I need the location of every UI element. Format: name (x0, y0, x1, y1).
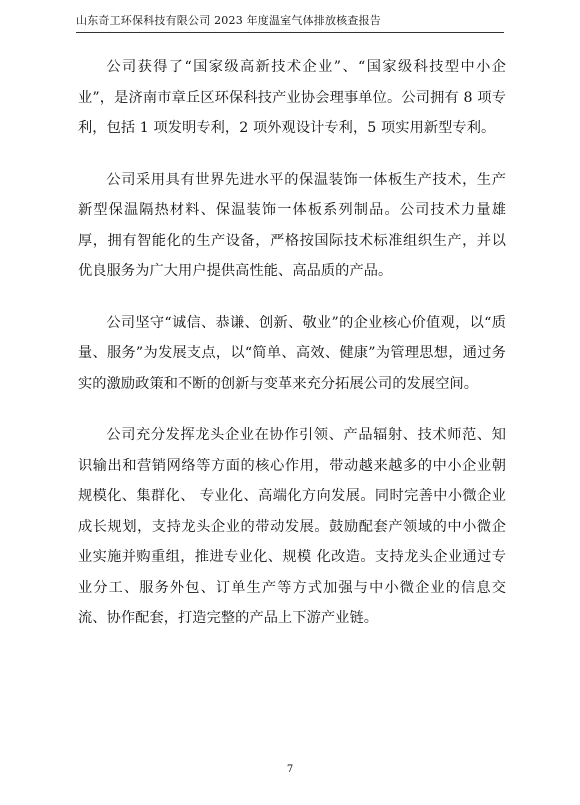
paragraph-company-honors: 公司获得了“国家级高新技术企业”、“国家级科技型中小企业”，是济南市章丘区环保科技产业协会理事单位。公司拥有 8 项专利，包括 1 项发明专利，2 项外观设计专利，5 项实用新型专利。 (78, 59, 506, 136)
paragraph-technology: 公司采用具有世界先进水平的保温装饰一体板生产技术，生产新型保温隔热材料、保温装饰一体板系列制品。公司技术力量雄厚，拥有智能化的生产设备，严格按国际技术标准组织生产，并以优良服务为广大用户提供高性能、高品质的产品。 (78, 171, 506, 279)
running-header: 山东奇工环保科技有限公司 2023 年度温室气体排放核查报告 (76, 14, 381, 27)
paragraph-leading-role: 公司充分发挥龙头企业在协作引领、产品辐射、技术师范、知识输出和营销网络等方面的核心作用，带动越来越多的中小企业朝规模化、集群化、 专业化、高端化方向发展。同时完善中小微企业成长规划，支持龙头企业的带动发展。鼓励配套产领域的中小微企业实施并购重组，推进专业化、规模 化改造。支持龙头企业通过专业分工、服务外包、订单生产等方式加强与中小微企业的信息交流、协作配套，打造完整的产品上下游产业链。 (78, 427, 506, 626)
page-number: 7 (286, 764, 294, 775)
paragraph-core-values: 公司坚守“诚信、恭谦、创新、敬业”的企业核心价值观，以“质量、服务”为发展支点，以“简单、高效、健康”为管理思想，通过务实的激励政策和不断的创新与变革来充分拓展公司的发展空间。 (78, 314, 506, 392)
document-body (78, 52, 506, 655)
header-divider (76, 32, 504, 33)
